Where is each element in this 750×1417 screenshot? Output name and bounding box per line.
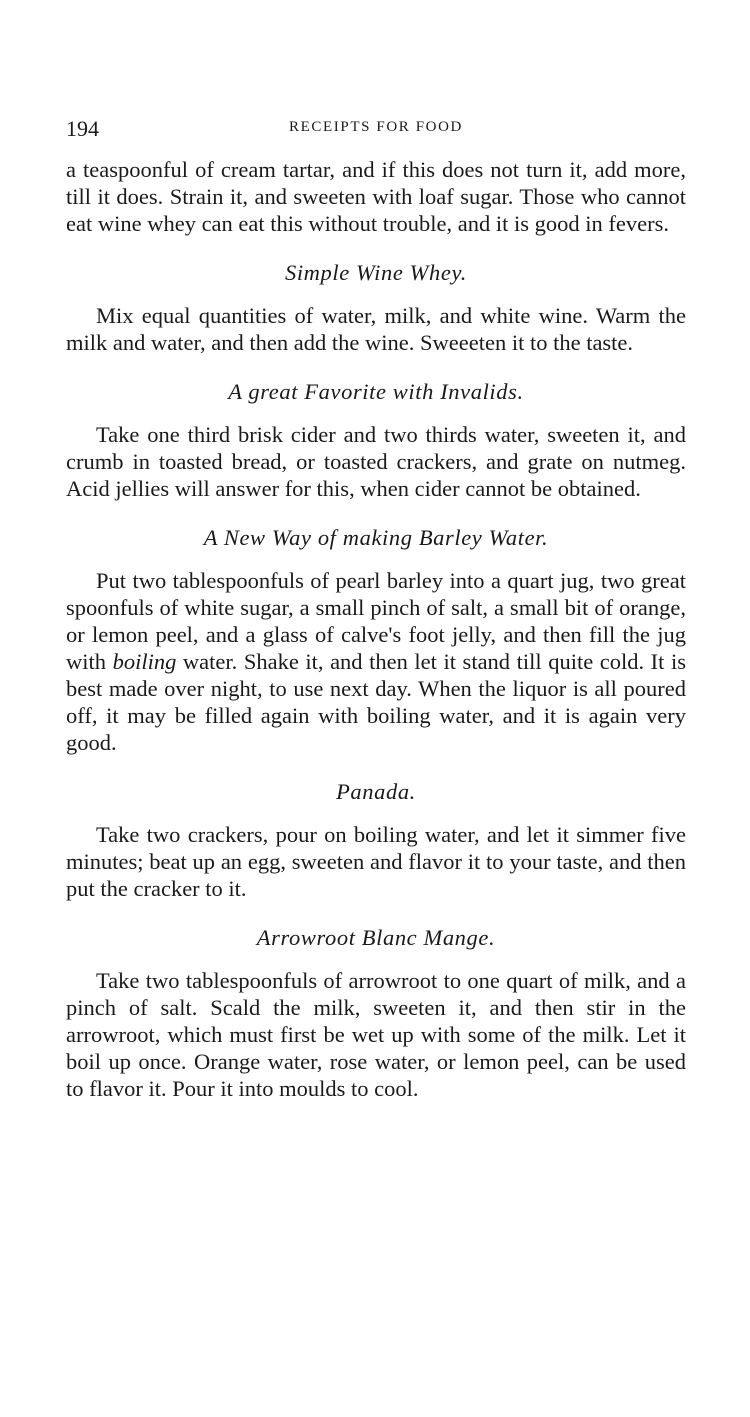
page-header <box>66 112 686 142</box>
recipe-great-favorite-with-invalids <box>66 378 686 502</box>
recipe-title: A New Way of making Barley Water. <box>203 525 549 550</box>
continuation-paragraph: a teaspoonful of cream tartar, and if this does not turn it, add more, till it does. Strain it, and sweeten with loaf sugar. Those who cannot eat wine whey can eat this without trouble, and it is good in fevers. <box>66 157 686 236</box>
book-page <box>66 112 686 1102</box>
recipe-panada <box>66 778 686 902</box>
page-number: 194 <box>66 116 99 141</box>
recipe-body: Take one third brisk cider and two thirds water, sweeten it, and crumb in toasted bread, or toasted crackers, and grate on nutmeg. Acid jellies will answer for this, when cider cannot be obtained. <box>66 422 686 501</box>
recipe-simple-wine-whey <box>66 259 686 356</box>
italic-word: boiling <box>112 649 177 674</box>
recipe-title: Panada. <box>336 779 416 804</box>
running-head: RECEIPTS FOR FOOD <box>289 119 463 135</box>
recipe-body <box>66 567 686 756</box>
recipe-title: Arrowroot Blanc Mange. <box>256 925 496 950</box>
recipe-arrowroot-blanc-mange <box>66 924 686 1102</box>
recipe-body: Mix equal quantities of water, milk, and white wine. Warm the milk and water, and then add the wine. Sweeeten it to the taste. <box>66 303 686 355</box>
recipe-body: Take two tablespoonfuls of arrowroot to one quart of milk, and a pinch of salt. Scald the milk, sweeten it, and then stir in the arrowroot, which must first be wet up with some of the milk. Let it boil up once. Orange water, rose water, or lemon peel, can be used to flavor it. Pour it into moulds to cool. <box>66 968 686 1101</box>
recipe-title: A great Favorite with Invalids. <box>228 379 524 404</box>
recipe-title: Simple Wine Whey. <box>284 260 468 285</box>
recipe-body-text: water. Shake it, and then let it stand till quite cold. It is best made over night, to use next day. When the liquor is all poured off, it may be filled again with boiling water, and it is again very good. <box>66 649 686 755</box>
recipe-barley-water <box>66 524 686 756</box>
recipe-body: Take two crackers, pour on boiling water, and let it simmer five minutes; beat up an egg, sweeten and flavor it to your taste, and then put the cracker to it. <box>66 822 686 901</box>
recipe-body-text: Put two tablespoonfuls of pearl barley into a quart jug, two great spoonfuls of white sugar, a small pinch of salt, a small bit of orange, or lemon peel, and a glass of calve's foot jelly, and then fill the jug with <box>66 568 686 674</box>
